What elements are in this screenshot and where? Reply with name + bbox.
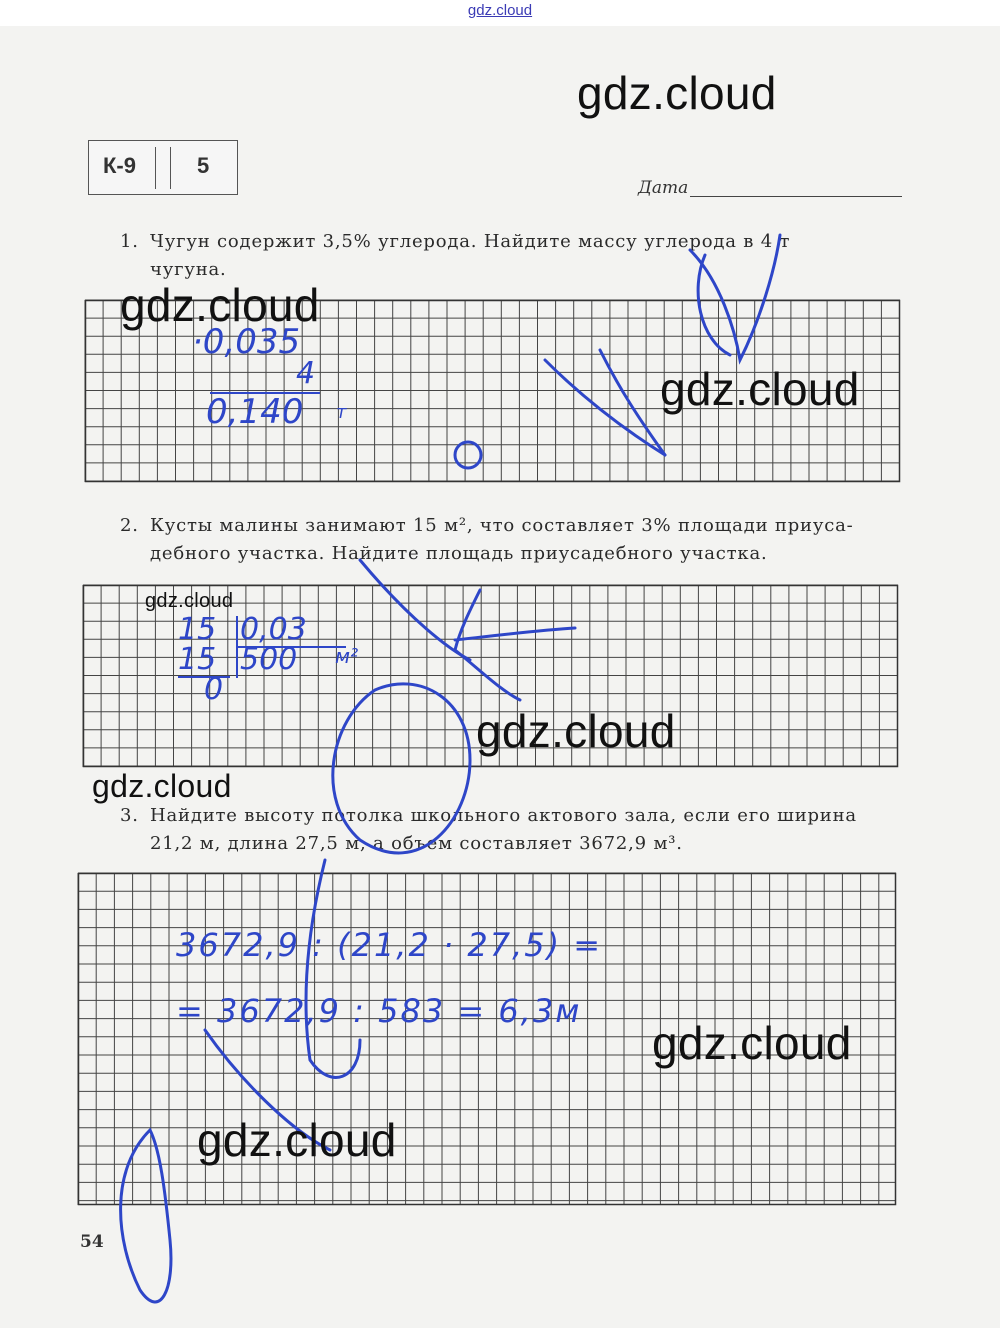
task1-line-multiplicand: ·0,035: [192, 322, 301, 362]
task2-subtrahend: 15: [178, 642, 217, 677]
task2-divisor: 0,03: [240, 612, 307, 647]
watermark: gdz.cloud: [577, 67, 777, 119]
badge-code: К-9: [103, 153, 136, 178]
task-text-line1: Кусты малины занимают 15 м², что составляет 3% площади приуса-: [150, 515, 854, 536]
badge-number: 5: [197, 153, 210, 178]
scribble-stroke: [306, 860, 360, 1077]
watermark: gdz.cloud: [145, 590, 234, 612]
scribble-stroke: [360, 560, 470, 660]
scribble-stroke: [600, 350, 665, 455]
task1-unit: т: [336, 402, 347, 423]
task2-remainder: 0: [204, 672, 224, 707]
task2-quotient: 500: [240, 642, 298, 677]
task-number: 1.: [120, 231, 139, 252]
task-number: 3.: [120, 805, 139, 826]
task-number: 2.: [120, 515, 139, 536]
scribble-stroke: [455, 442, 481, 468]
task3-line1: 3672,9 : (21,2 · 27,5) =: [176, 926, 603, 964]
scribble-stroke: [121, 1130, 171, 1302]
task1-line-product: 0,140: [206, 392, 304, 432]
scribble-stroke: [545, 360, 665, 455]
scribble-stroke: [333, 684, 470, 853]
scribble-stroke: [455, 628, 575, 640]
page-number: 54: [80, 1232, 104, 1252]
task-text-line2: дебного участка. Найдите площадь приусадебного участка.: [150, 543, 768, 564]
task-text-line1: Найдите высоту потолка школьного актового зала, если его ширина: [150, 805, 857, 826]
watermark: gdz.cloud: [92, 768, 232, 804]
task2-unit: м²: [335, 644, 359, 668]
task-text-line1: Чугун содержит 3,5% углерода. Найдите массу углерода в 4 т: [150, 231, 791, 252]
date-label: Дата: [638, 178, 689, 198]
task3-line2: = 3672,9 : 583 = 6,3м: [176, 992, 582, 1030]
watermark: gdz.cloud: [476, 705, 676, 757]
scribble-stroke: [690, 235, 780, 360]
scribble-stroke: [455, 650, 520, 700]
task1-line-multiplier: 4: [296, 356, 316, 391]
task-text-line2: чугуна.: [150, 259, 227, 280]
task-text-line2: 21,2 м, длина 27,5 м, а объем составляет 3672,9 м³.: [150, 833, 683, 854]
watermark: gdz.cloud: [120, 279, 320, 331]
watermark: gdz.cloud: [652, 1017, 852, 1069]
site-link[interactable]: gdz.cloud: [467, 2, 533, 19]
task2-dividend: 15: [178, 612, 217, 647]
watermark: gdz.cloud: [197, 1114, 397, 1166]
watermark: gdz.cloud: [660, 363, 860, 415]
